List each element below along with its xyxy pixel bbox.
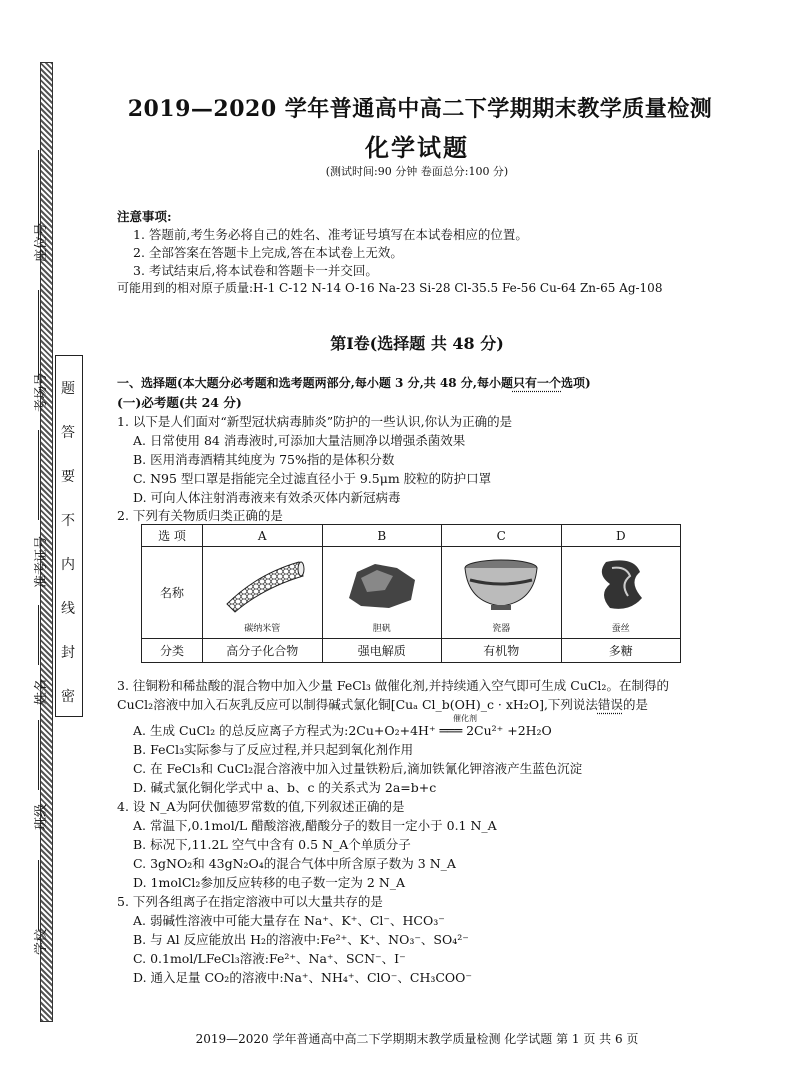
table-row-label: 名称 xyxy=(142,547,203,639)
exam-no-line xyxy=(38,430,39,520)
q5-option: C. 0.1mol/LFeCl₃溶液:Fe²⁺、Na⁺、SCN⁻、I⁻ xyxy=(133,951,406,966)
atomic-masses: 可能用到的相对原子质量:H-1 C-12 N-14 O-16 Na-23 Si-28 Cl-35.5 Fe-56 Cu-64 Zn-65 Ag-108 xyxy=(117,281,663,295)
required-heading: (一)必考题(共 24 分) xyxy=(117,395,242,410)
table-header: 选 项 xyxy=(142,525,203,547)
seal-char: 题 xyxy=(61,381,75,397)
page-footer: 2019—2020 学年普通高中高二下学期期末教学质量检测 化学试题 第 1 页 共 6 页 xyxy=(195,1032,639,1046)
name-line xyxy=(38,605,39,665)
q3-stem: 3. 往铜粉和稀盐酸的混合物中加入少量 FeCl₃ 做催化剂,并持续通入空气即可生成 CuCl₂。在制得的 xyxy=(117,678,669,693)
q3-option: B. FeCl₃实际参与了反应过程,并只起到氧化剂作用 xyxy=(133,742,414,757)
q5-option: B. 与 Al 反应能放出 H₂的溶液中:Fe²⁺、K⁺、NO₃⁻、SO₄²⁻ xyxy=(133,932,469,947)
room-line xyxy=(38,290,39,380)
q1-stem: 1. 以下是人们面对“新型冠状病毒肺炎”防护的一些认识,你认为正确的是 xyxy=(117,414,513,429)
note-item: 2. 全部答案在答题卡上完成,答在本试卷上无效。 xyxy=(133,245,403,260)
seat-label: 座位号 xyxy=(34,222,49,262)
table-header: D xyxy=(561,525,681,547)
seal-char: 答 xyxy=(61,425,75,441)
q4-option: B. 标况下,11.2L 空气中含有 0.5 N_A个单质分子 xyxy=(133,837,411,852)
image-caption: 碳纳米管 xyxy=(244,624,281,634)
catalyst-label: 催化剂 xyxy=(453,714,477,723)
q5-option: D. 通入足量 CO₂的溶液中:Na⁺、NH₄⁺、ClO⁻、CH₃COO⁻ xyxy=(133,970,473,985)
school-label: 学校 xyxy=(34,928,49,955)
q1-option: A. 日常使用 84 消毒液时,可添加大量洁厕净以增强杀菌效果 xyxy=(133,433,466,448)
image-caption: 蚕丝 xyxy=(611,624,630,634)
q4-option: C. 3gNO₂和 43gN₂O₄的混合气体中所含原子数为 3 N_A xyxy=(133,856,456,871)
q3-stem-cont: CuCl₂溶液中加入石灰乳反应可以制得碱式氯化铜[Cuₐ Cl_b(OH)_c · xH₂O],下列说法错误的是 xyxy=(117,697,648,712)
class-line xyxy=(38,720,39,790)
q2-stem: 2. 下列有关物质归类正确的是 xyxy=(117,508,283,523)
image-caption: 瓷器 xyxy=(492,624,511,634)
table-row-label: 分类 xyxy=(142,639,203,663)
q1-option: D. 可向人体注射消毒液来有效杀灭体内新冠病毒 xyxy=(133,490,401,505)
seal-char: 封 xyxy=(61,645,75,661)
image-caption: 胆矾 xyxy=(372,624,391,634)
table-cell xyxy=(322,547,442,639)
table-cell: 高分子化合物 xyxy=(203,639,323,663)
seal-char: 不 xyxy=(61,513,75,529)
table-header: A xyxy=(203,525,323,547)
nanotube-image xyxy=(217,554,307,616)
q1-option: C. N95 型口罩是指能完全过滤直径小于 9.5μm 胶粒的防护口罩 xyxy=(133,471,492,486)
table-header: C xyxy=(442,525,562,547)
seal-char: 密 xyxy=(61,689,75,705)
q4-option: A. 常温下,0.1mol/L 醋酸溶液,醋酸分子的数目一定小于 0.1 N_A xyxy=(133,818,497,833)
room-label: 考场号 xyxy=(34,372,49,412)
exam-meta: (测试时间:90 分钟 卷面总分:100 分) xyxy=(325,165,509,178)
table-cell xyxy=(561,547,681,639)
q3-option: D. 碱式氯化铜化学式中 a、b、c 的关系式为 2a=b+c xyxy=(133,780,437,795)
class-label: 班级 xyxy=(34,803,49,830)
q4-option: D. 1molCl₂参加反应转移的电子数一定为 2 N_A xyxy=(133,875,406,890)
seal-line-box xyxy=(55,355,83,717)
copper-sulfate-image xyxy=(337,554,427,616)
notes-heading: 注意事项: xyxy=(117,209,172,224)
table-cell: 强电解质 xyxy=(322,639,442,663)
exam-no-label: 准考证号 xyxy=(34,535,49,588)
q1-option: B. 医用消毒酒精其纯度为 75%指的是体积分数 xyxy=(133,452,395,467)
emphasis-text: 只有一个 xyxy=(512,376,561,390)
q5-option: A. 弱碱性溶液中可能大量存在 Na⁺、K⁺、Cl⁻、HCO₃⁻ xyxy=(133,913,445,928)
subject-title: 化学试题 xyxy=(365,133,469,162)
name-label: 姓名 xyxy=(34,678,49,705)
q2-table xyxy=(141,524,681,663)
exam-title: 2019—2020 学年普通高中高二下学期期末教学质量检测 xyxy=(127,96,713,122)
note-item: 3. 考试结束后,将本试卷和答题卡一并交回。 xyxy=(133,263,378,278)
porcelain-bowl-image xyxy=(456,554,546,616)
emphasis-text: 错误 xyxy=(597,697,623,712)
q3-option: C. 在 FeCl₃和 CuCl₂混合溶液中加入过量铁粉后,滴加铁氰化钾溶液产生蓝色沉淀 xyxy=(133,761,583,776)
q5-stem: 5. 下列各组离子在指定溶液中可以大量共存的是 xyxy=(117,894,383,909)
table-cell xyxy=(203,547,323,639)
seal-char: 线 xyxy=(61,601,75,617)
note-item: 1. 答题前,考生务必将自己的姓名、准考证号填写在本试卷相应的位置。 xyxy=(133,227,528,242)
q3-option: A. 生成 CuCl₂ 的总反应离子方程式为:2Cu+O₂+4H⁺ ═══ 2Cu²⁺ +2H₂O xyxy=(133,723,552,738)
seal-char: 内 xyxy=(61,557,75,573)
table-header: B xyxy=(322,525,442,547)
section-instructions: 一、选择题(本大题分必考题和选考题两部分,每小题 3 分,共 48 分,每小题只有一个选项) xyxy=(117,376,591,390)
seal-char: 要 xyxy=(61,469,75,485)
q4-stem: 4. 设 N_A为阿伏伽德罗常数的值,下列叙述正确的是 xyxy=(117,799,405,814)
table-cell xyxy=(442,547,562,639)
table-cell: 多糖 xyxy=(561,639,681,663)
silk-image xyxy=(576,554,666,616)
binding-margin xyxy=(0,0,110,1069)
section-title: 第Ⅰ卷(选择题 共 48 分) xyxy=(330,334,504,353)
table-cell: 有机物 xyxy=(442,639,562,663)
school-line xyxy=(38,860,39,930)
